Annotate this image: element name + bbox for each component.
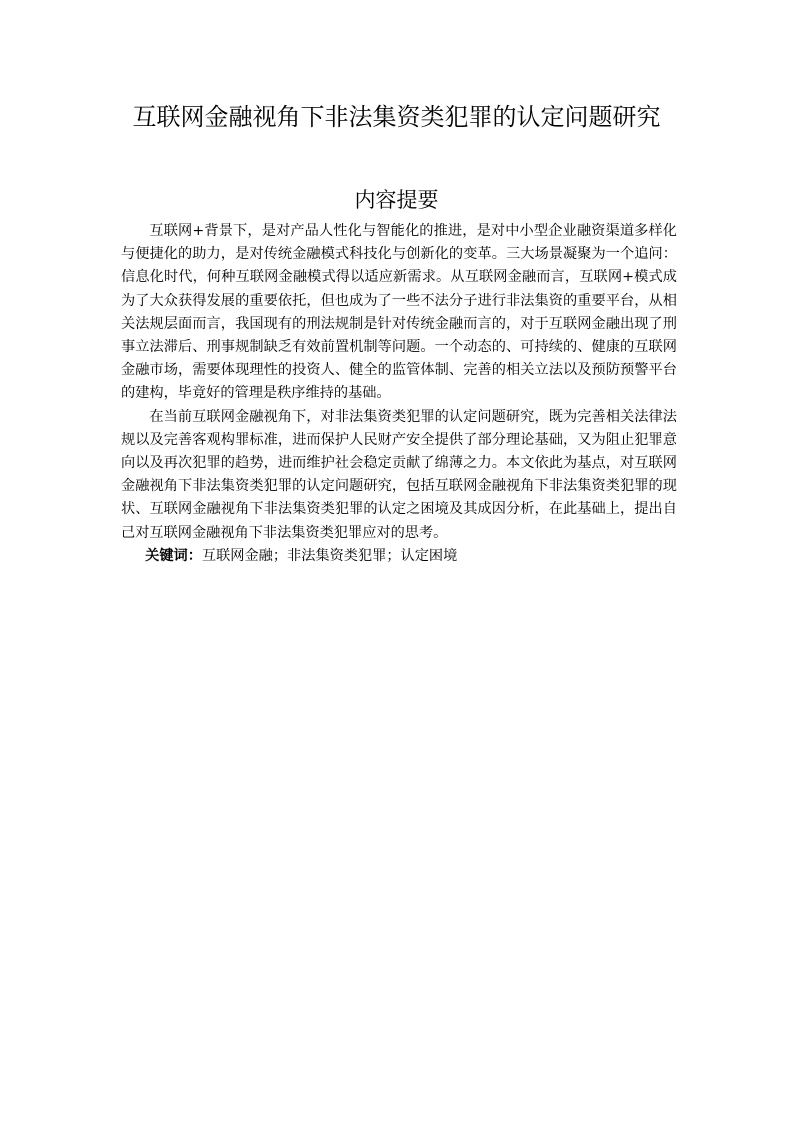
keywords-line xyxy=(121,545,677,568)
keywords-label: 关键词： xyxy=(145,547,202,564)
abstract-paragraph: 互联网+背景下，是对产品人性化与智能化的推进，是对中小型企业融资渠道多样化与便捷化的助力，是对传统金融模式科技化与创新化的变革。三大场景凝聚为一个追问：信息化时代，何种互联网金融模式得以适应新需求。从互联网金融而言，互联网+模式成为了大众获得发展的重要依托，但也成为了一些不法分子进行非法集资的重要平台，从相关法规层面而言，我国现有的刑法规制是针对传统金融而言的，对于互联网金融出现了刑事立法滞后、刑事规制缺乏有效前置机制等问题。一个动态的、可持续的、健康的互联网金融市场，需要体现理性的投资人、健全的监管体制、完善的相关立法以及预防预警平台的建构，毕竟好的管理是秩序维持的基础。 xyxy=(121,223,677,402)
abstract-body xyxy=(121,220,677,568)
section-heading: 内容提要 xyxy=(354,188,439,212)
keywords-text: 互联网金融；非法集资类犯罪；认定困境 xyxy=(201,547,458,564)
abstract-paragraph: 在当前互联网金融视角下，对非法集资类犯罪的认定问题研究，既为完善相关法律法规以及完善客观构罪标准，进而保护人民财产安全提供了部分理论基础，又为阻止犯罪意向以及再次犯罪的趋势，进而维护社会稳定贡献了绵薄之力。本文依此为基点，对互联网金融视角下非法集资类犯罪的认定问题研究，包括互联网金融视角下非法集资类犯罪的现状、互联网金融视角下非法集资类犯罪的认定之困境及其成因分析，在此基础上，提出自己对互联网金融视角下非法集资类犯罪应对的思考。 xyxy=(121,408,677,541)
document-title: 互联网金融视角下非法集资类犯罪的认定问题研究 xyxy=(132,103,661,131)
